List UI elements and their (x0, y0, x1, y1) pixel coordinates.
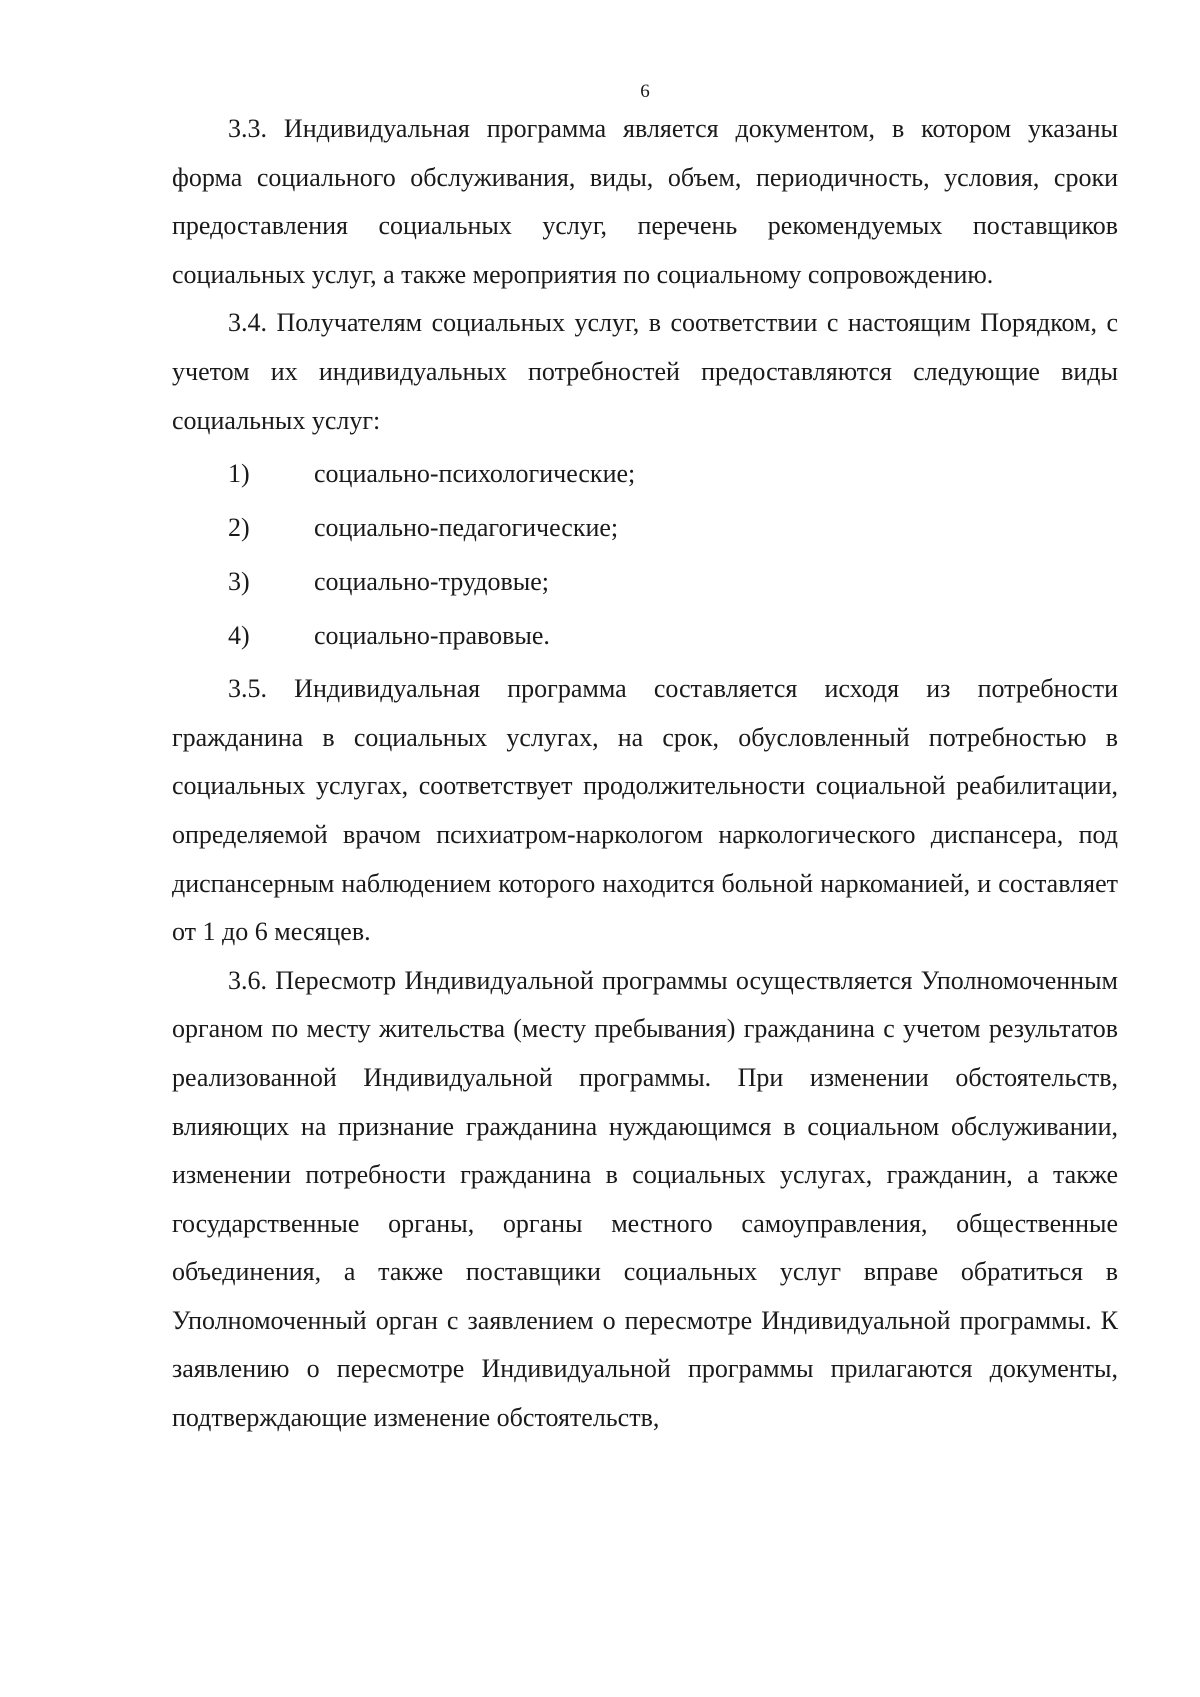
document-body (172, 105, 1118, 1443)
list-item-text: социально-правовые. (314, 621, 550, 651)
list-item-number: 4) (228, 621, 250, 651)
list-item (172, 555, 1118, 609)
paragraph-3-6: 3.6. Пересмотр Индивидуальной программы осуществляется Уполномоченным органом по месту жительства (месту пребывания) гражданина с учетом результатов реализованной Индивидуальной программы. При изменении обстоятельств, влияющих на признание гражданина нуждающимся в социальном обслуживании, изменении потребности гражданина в социальных услугах, гражданин, а также государственные органы, органы местного самоуправления, общественные объединения, а также поставщики социальных услуг вправе обратиться в Уполномоченный орган с заявлением о пересмотре Индивидуальной программы. К заявлению о пересмотре Индивидуальной программы прилагаются документы, подтверждающие изменение обстоятельств, (172, 965, 1118, 1433)
list-item-number: 3) (228, 567, 250, 597)
list-item-number: 1) (228, 459, 250, 489)
paragraph-3-3: 3.3. Индивидуальная программа является документом, в котором указаны форма социального обслуживания, виды, объем, периодичность, условия, сроки предоставления социальных услуг, перечень рекомендуемых поставщиков социальных услуг, а также мероприятия по социальному сопровождению. (172, 114, 1118, 289)
list-item-text: социально-психологические; (314, 459, 636, 489)
paragraph-3-5: 3.5. Индивидуальная программа составляется исходя из потребности гражданина в социальных услугах, на срок, обусловленный потребностью в социальных услугах, соответствует продолжительности социальной реабилитации, определяемой врачом психиатром-наркологом наркологического диспансера, под диспансерным наблюдением которого находится больной наркоманией, и составляет от 1 до 6 месяцев. (172, 674, 1118, 947)
service-types-list (172, 445, 1118, 665)
list-item-text: социально-педагогические; (314, 513, 619, 543)
list-item (172, 447, 1118, 501)
list-item (172, 501, 1118, 555)
list-item-number: 2) (228, 513, 250, 543)
page-number: 6 (640, 81, 650, 102)
list-item-text: социально-трудовые; (314, 567, 549, 597)
list-item (172, 609, 1118, 663)
paragraph-3-4: 3.4. Получателям социальных услуг, в соответствии с настоящим Порядком, с учетом их индивидуальных потребностей предоставляются следующие виды социальных услуг: (172, 308, 1118, 435)
